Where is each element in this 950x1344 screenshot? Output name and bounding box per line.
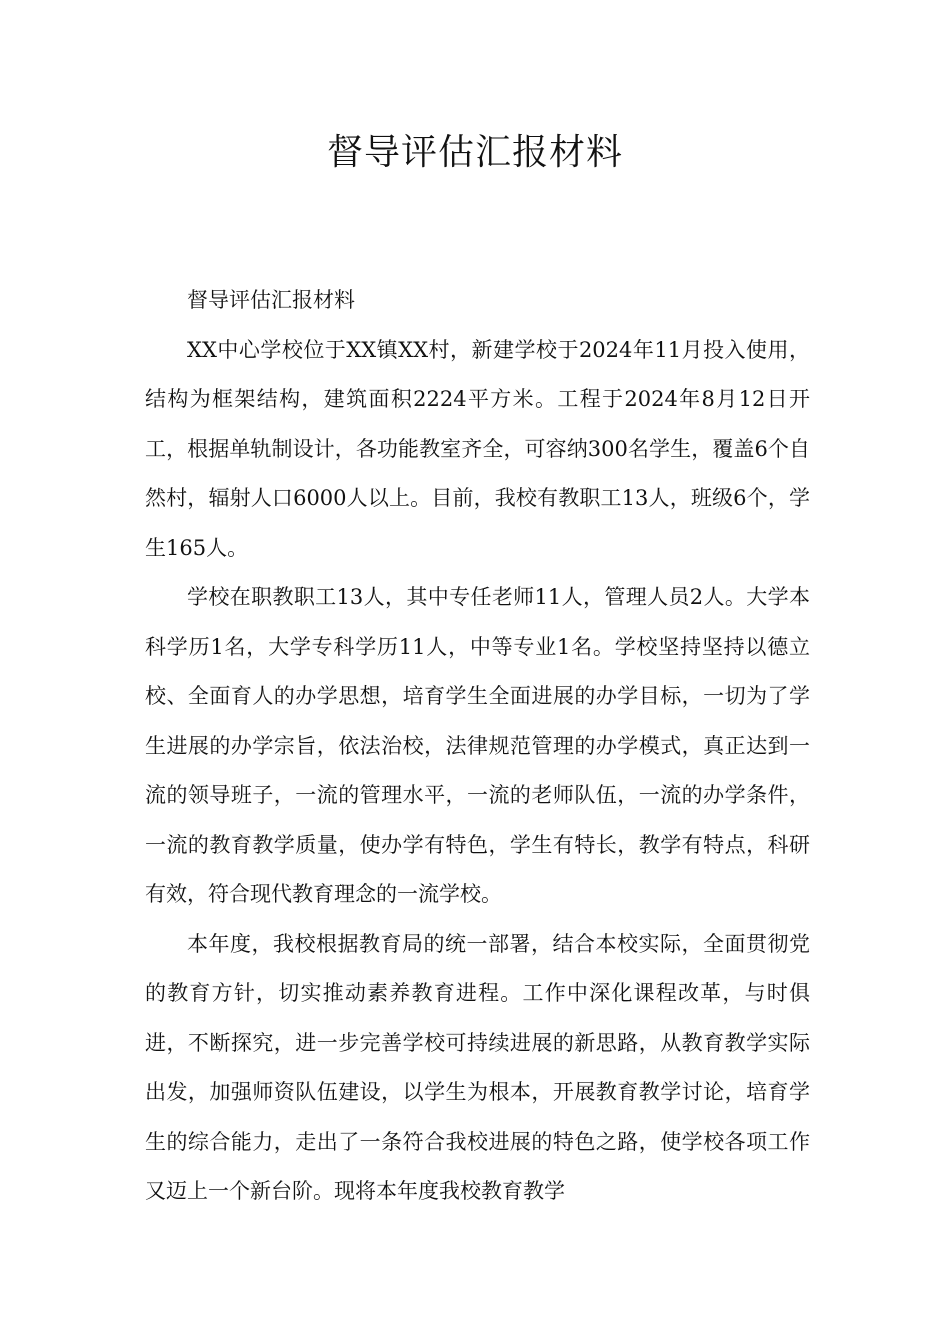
- paragraph-subtitle: 督导评估汇报材料: [187, 288, 355, 312]
- paragraph-annual-work: 本年度，我校根据教育局的统一部署，结合本校实际，全面贯彻党的教育方针，切实推动素养教育进程。工作中深化课程改革，与时俱进，不断探究，进一步完善学校可持续进展的新思路，从教育教学实际出发，加强师资队伍建设，以学生为根本，开展教育教学讨论，培育学生的综合能力，走出了一条符合我校进展的特色之路，使学校各项工作又迈上一个新台阶。现将本年度我校教育教学: [145, 931, 810, 1203]
- document-title: 督导评估汇报材料: [326, 132, 623, 173]
- paragraph-school-overview: XX中心学校位于XX镇XX村，新建学校于2024年11月投入使用，结构为框架结构，建筑面积2224平方米。工程于2024年8月12日开工，根据单轨制设计，各功能教室齐全，可容纳300名学生，覆盖6个自然村，辐射人口6000人以上。目前，我校有教职工13人，班级6个，学生165人。: [145, 337, 810, 560]
- paragraph-staff: 学校在职教职工13人，其中专任老师11人，管理人员2人。大学本科学历1名，大学专科学历11人，中等专业1名。学校坚持坚持以德立校、全面育人的办学思想，培育学生全面进展的办学目标，一切为了学生进展的办学宗旨，依法治校，法律规范管理的办学模式，真正达到一流的领导班子，一流的管理水平，一流的老师队伍，一流的办学条件，一流的教育教学质量，使办学有特色，学生有特长，教学有特点，科研有效，符合现代教育理念的一流学校。: [145, 585, 810, 906]
- document-body: [145, 276, 810, 1217]
